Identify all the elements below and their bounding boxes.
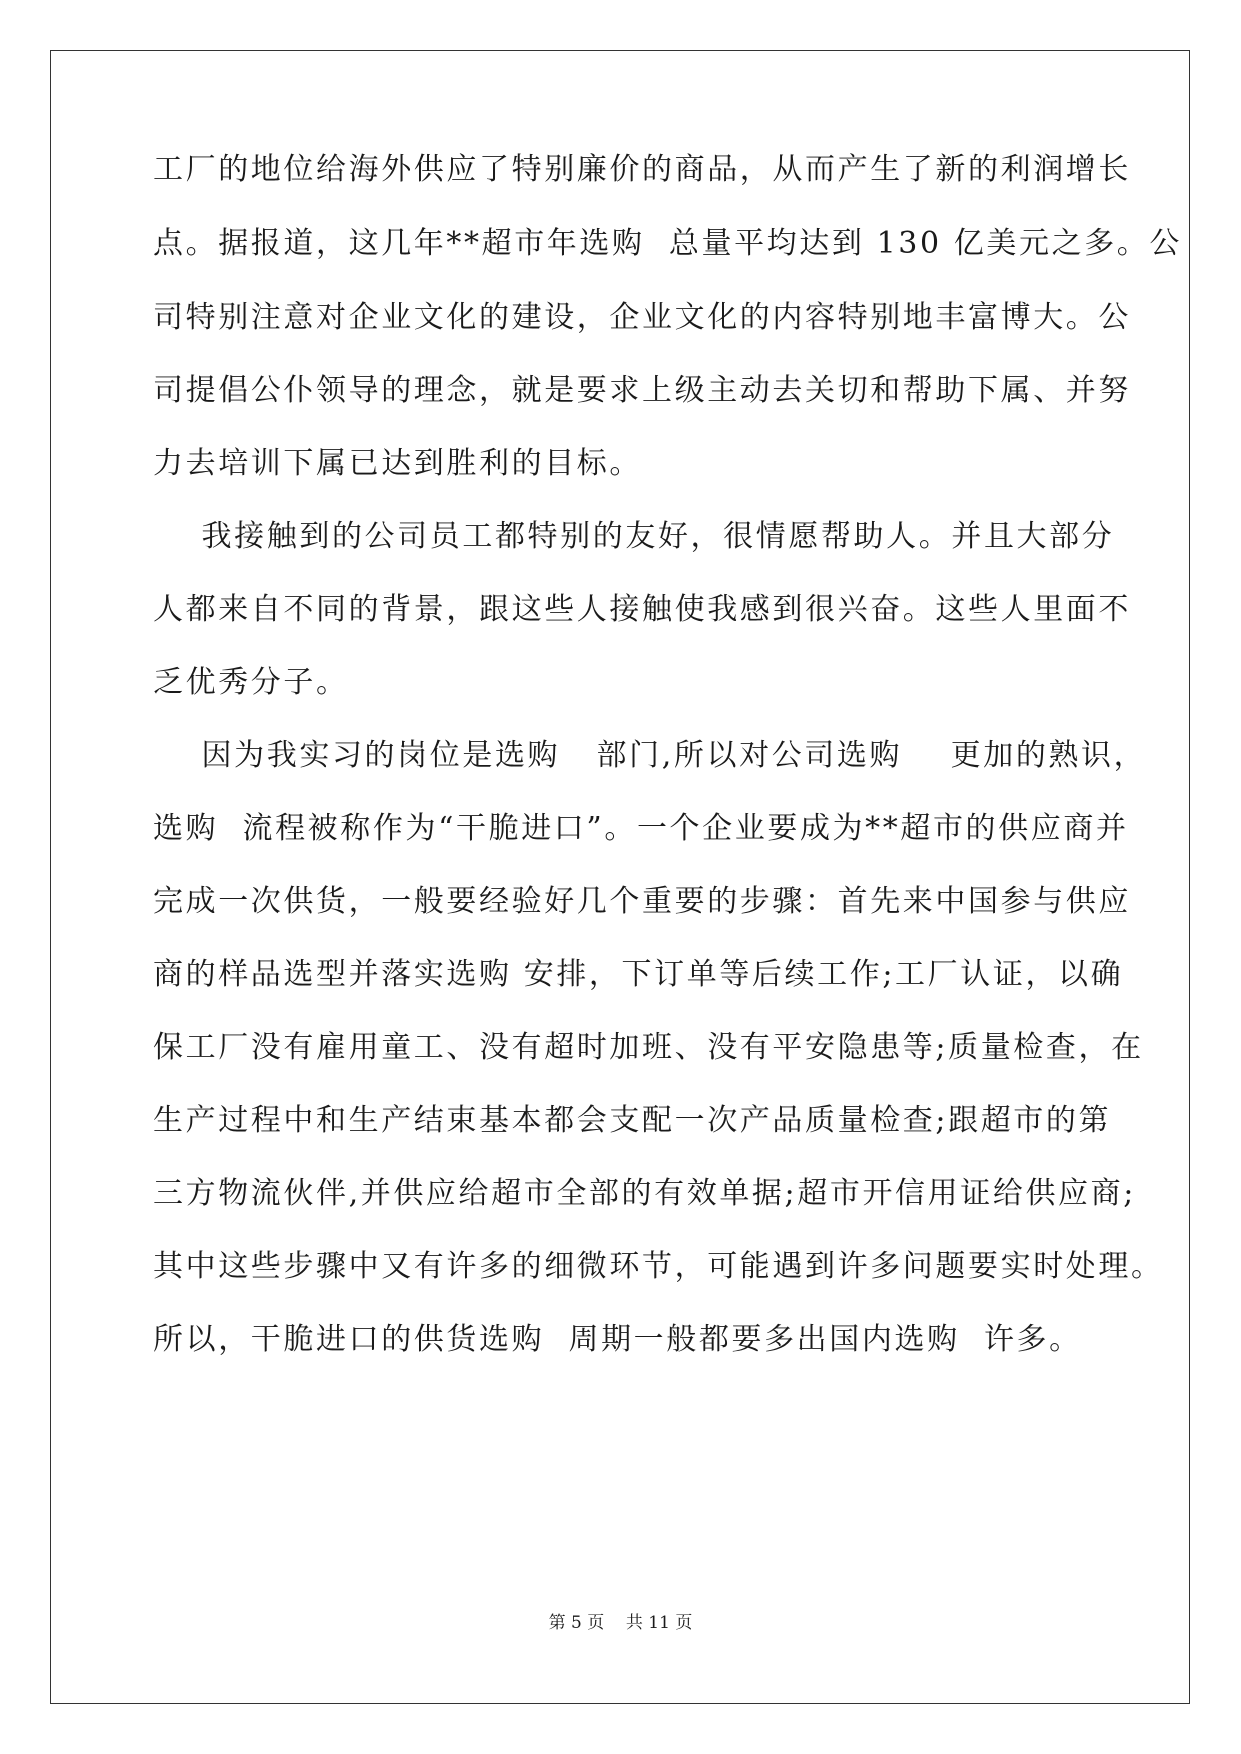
text-line: 商的样品选型并落实选购 安排，下订单等后续工作;工厂认证，以确 [153,957,1124,992]
text-line: 其中这些步骤中又有许多的细微环节，可能遇到许多问题要实时处理。 [153,1249,1164,1284]
text-line: 乏优秀分子。 [153,665,349,700]
text-line: 完成一次供货，一般要经验好几个重要的步骤：首先来中国参与供应 [153,884,1131,919]
text-line: 选购 流程被称作为“干脆进口”。一个企业要成为**超市的供应商并 [153,811,1129,846]
page-footer [0,1611,1241,1635]
text-line: 司提倡公仆领导的理念，就是要求上级主动去关切和帮助下属、并努 [153,373,1131,408]
text-line: 生产过程中和生产结束基本都会支配一次产品质量检查;跟超市的第 [153,1103,1112,1138]
text-line: 人都来自不同的背景，跟这些人接触使我感到很兴奋。这些人里面不 [153,592,1131,627]
text-line: 司特别注意对企业文化的建设，企业文化的内容特别地丰富博大。公 [153,300,1131,335]
text-line: 保工厂没有雇用童工、没有超时加班、没有平安隐患等;质量检查，在 [153,1030,1144,1065]
text-line: 所以，干脆进口的供货选购 周期一般都要多出国内选购 许多。 [153,1322,1082,1357]
text-line: 三方物流伙伴,并供应给超市全部的有效单据;超市开信用证给供应商; [153,1176,1136,1211]
text-line: 我接触到的公司员工都特别的友好，很情愿帮助人。并且大部分 [153,519,1115,554]
page-number: 第 5 页 共 11 页 [548,1613,693,1633]
text-line: 力去培训下属已达到胜利的目标。 [153,446,642,481]
text-line: 点。据报道，这几年**超市年选购 总量平均达到 130 亿美元之多。公 [153,226,1183,261]
text-line: 因为我实习的岗位是选购 部门,所以对公司选购 更加的熟识， [153,738,1147,773]
text-line: 工厂的地位给海外供应了特别廉价的商品，从而产生了新的利润增长 [153,152,1131,187]
